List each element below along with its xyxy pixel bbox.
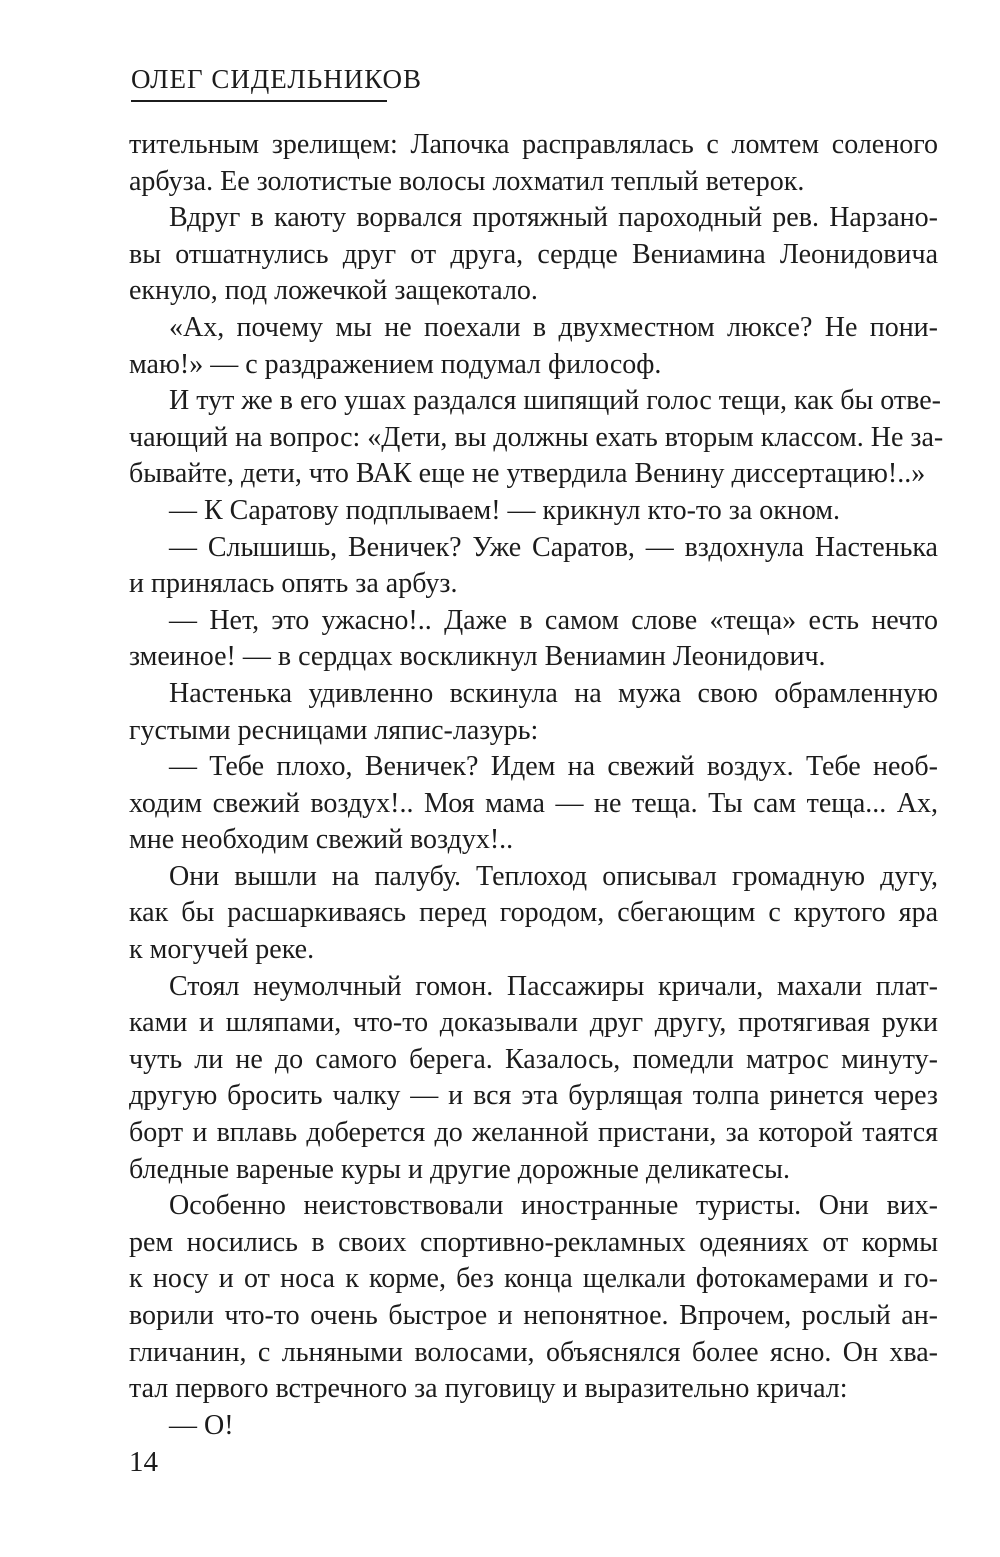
text-line: — К Саратову подплываем! — крикнул кто-то за окном.	[169, 494, 841, 526]
text-line: тительным зрелищем: Лапочка расправлялась с ломтем соленого	[129, 129, 938, 160]
paragraph	[129, 1408, 938, 1445]
text-line: тал первого встречного за пуговицу и выразительно кричал:	[129, 1373, 848, 1405]
text-line: мне необходим свежий воздух!..	[129, 824, 514, 856]
text-line: Они вышли на палубу. Теплоход описывал громадную дугу,	[169, 860, 938, 892]
text-line: чающий на вопрос: «Дети, вы должны ехать вторым классом. Не за-	[129, 421, 944, 453]
running-head-author: ОЛЕГ СИДЕЛЬНИКОВ	[131, 64, 423, 94]
text-line: ходим свежий воздух!.. Моя мама — не теща. Ты сам теща... Ах,	[129, 787, 938, 819]
paragraph	[129, 383, 944, 493]
paragraph	[129, 1188, 938, 1408]
text-line: чуть ли не до самого берега. Казалось, помедли матрос минуту-	[129, 1043, 938, 1075]
text-line: арбуза. Ее золотистые волосы лохматил теплый ветерок.	[129, 165, 805, 197]
paragraph	[129, 676, 938, 749]
text-line: бледные вареные куры и другие дорожные деликатесы.	[129, 1153, 790, 1185]
paragraph	[129, 603, 938, 676]
text-line: как бы расшаркиваясь перед городом, сбегающим с крутого яра	[129, 897, 938, 929]
paragraph	[129, 969, 938, 1189]
text-line: И тут же в его ушах раздался шипящий голос тещи, как бы отве-	[169, 385, 941, 417]
paragraph	[129, 310, 938, 383]
text-line: — О!	[169, 1409, 234, 1441]
text-line: рем носились в своих спортивно-рекламных одеяниях от кормы	[129, 1226, 938, 1258]
text-line: змеиное! — в сердцах воскликнул Вениамин Леонидович.	[129, 641, 826, 673]
paragraph	[129, 127, 938, 200]
text-line: вы отшатнулись друг от друга, сердце Вениамина Леонидовича	[129, 238, 938, 270]
text-line: «Ах, почему мы не поехали в двухместном люксе? Не пони-	[169, 311, 938, 343]
text-line: маю!» — с раздражением подумал философ.	[129, 348, 662, 380]
text-line: Настенька удивленно вскинула на мужа свою обрамленную	[169, 677, 938, 709]
paragraph	[129, 493, 938, 530]
text-line: гличанин, с льняными волосами, объяснялся более ясно. Он хва-	[129, 1336, 938, 1368]
text-line: Особенно неистовствовали иностранные туристы. Они вих-	[169, 1190, 938, 1222]
text-line: Стоял неумолчный гомон. Пассажиры кричали, махали плат-	[169, 970, 938, 1002]
paragraph	[129, 749, 938, 859]
text-line: бывайте, дети, что ВАК еще не утвердила Венину диссертацию!..»	[129, 458, 926, 490]
text-line: — Нет, это ужасно!.. Даже в самом слове «теща» есть нечто	[169, 604, 938, 636]
header-rule	[131, 100, 387, 102]
page-number: 14	[129, 1446, 158, 1478]
text-line: другую бросить чалку — и вся эта бурлящая толпа ринется через	[129, 1080, 938, 1112]
text-line: Вдруг в каюту ворвался протяжный пароходный рев. Нарзано-	[169, 202, 938, 234]
paragraph	[129, 859, 938, 969]
text-line: ворили что-то очень быстрое и непонятное. Впрочем, рослый ан-	[129, 1300, 938, 1331]
text-line: — Слышишь, Веничек? Уже Саратов, — вздохнула Настенька	[169, 531, 938, 563]
paragraph	[129, 530, 938, 603]
body-text	[129, 127, 944, 1444]
paragraph	[129, 200, 938, 310]
text-line: к могучей реке.	[129, 934, 315, 966]
text-line: ками и шляпами, что-то доказывали друг другу, протягивая руки	[129, 1007, 938, 1039]
text-line: к носу и от носа к корме, без конца щелкали фотокамерами и го-	[129, 1263, 938, 1295]
text-line: борт и вплавь доберется до желанной пристани, за которой таятся	[129, 1117, 938, 1149]
text-line: екнуло, под ложечкой защекотало.	[129, 275, 538, 307]
text-line: густыми ресницами ляпис-лазурь:	[129, 714, 539, 746]
text-line: — Тебе плохо, Веничек? Идем на свежий воздух. Тебе необ-	[169, 751, 938, 783]
text-line: и принялась опять за арбуз.	[129, 568, 458, 600]
